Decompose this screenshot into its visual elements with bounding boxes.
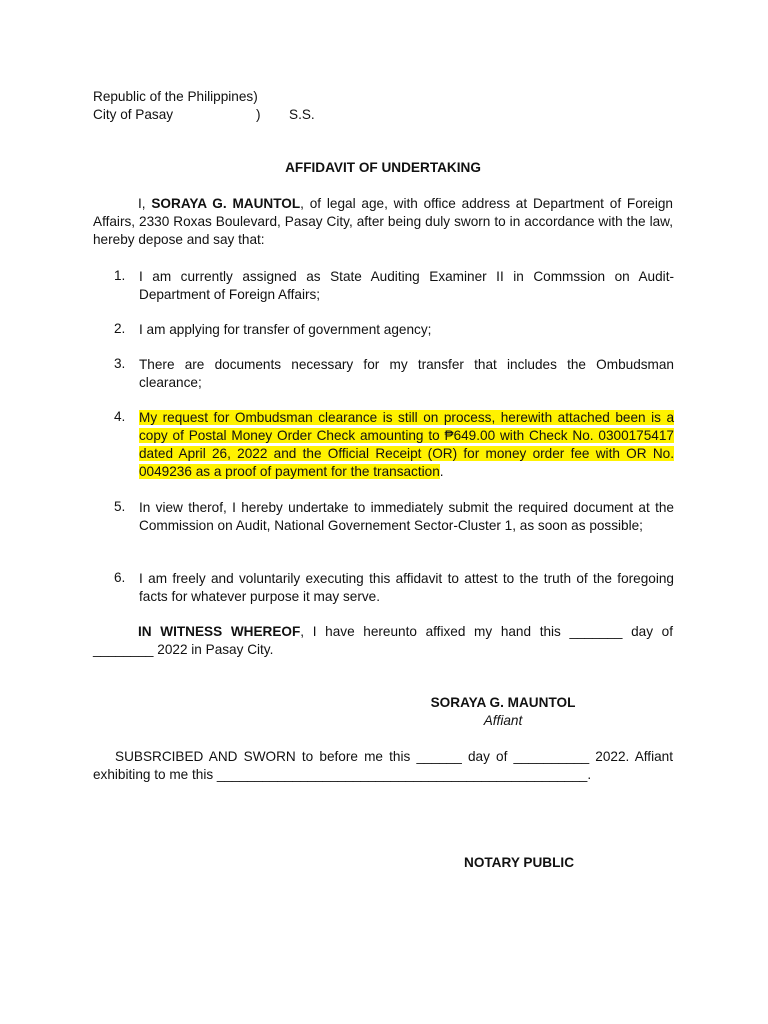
item-number: 5. bbox=[114, 499, 126, 514]
notary-public: NOTARY PUBLIC bbox=[464, 855, 575, 870]
document-title: AFFIDAVIT OF UNDERTAKING bbox=[285, 160, 481, 175]
witness-lead: IN WITNESS WHEREOF bbox=[138, 624, 301, 639]
item-number: 4. bbox=[114, 409, 126, 424]
intro-paragraph bbox=[93, 195, 673, 249]
item-text-highlighted bbox=[139, 409, 674, 481]
witness-paragraph bbox=[93, 623, 673, 659]
intro-lead: I, bbox=[138, 196, 152, 211]
item-number: 3. bbox=[114, 356, 126, 371]
witness-rest: , I have hereunto affixed my hand this _______ day of ________ 2022 in Pasay City. bbox=[93, 624, 673, 657]
venue-paren: ) bbox=[256, 107, 261, 122]
highlighted-text: My request for Ombudsman clearance is still on process, herewith attached been is a copy of Postal Money Order Check amounting to ₱649.00 with Check No. 0300175417 dated April 26, 2022 and the Official Receipt (OR) for money order fee with OR No. 0049236 as a proof of payment for the transaction bbox=[139, 410, 674, 479]
subscribed-paragraph: SUBSRCIBED AND SWORN to before me this ______ day of __________ 2022. Affiant exhibiting to me this _________________________________________________. bbox=[93, 749, 673, 782]
affiant-name: SORAYA G. MAUNTOL bbox=[430, 695, 576, 710]
item-text: I am applying for transfer of government agency; bbox=[139, 322, 432, 337]
item-number: 6. bbox=[114, 570, 126, 585]
venue-ss: S.S. bbox=[289, 107, 315, 122]
item-number: 2. bbox=[114, 321, 126, 336]
item-text: I am freely and voluntarily executing this affidavit to attest to the truth of the foregoing facts for whatever purpose it may serve. bbox=[139, 571, 674, 604]
intro-rest: , of legal age, with office address at Department of Foreign Affairs, 2330 Roxas Boulevard, Pasay City, after being duly sworn to in accordance with the law, hereby depose and say that: bbox=[93, 196, 673, 247]
venue-republic: Republic of the Philippines) bbox=[93, 89, 258, 104]
item-text: There are documents necessary for my transfer that includes the Ombudsman clearance; bbox=[139, 357, 674, 390]
item-text-tail: . bbox=[439, 464, 444, 479]
item-number: 1. bbox=[114, 268, 126, 283]
venue-city: City of Pasay bbox=[93, 107, 174, 122]
item-text: In view therof, I hereby undertake to immediately submit the required document at the Commission on Audit, National Governement Sector-Cluster 1, as soon as possible; bbox=[139, 500, 674, 533]
affiant-name-intro: SORAYA G. MAUNTOL bbox=[151, 196, 301, 211]
item-text: I am currently assigned as State Auditing Examiner II in Commssion on Audit- Department of Foreign Affairs; bbox=[139, 269, 674, 302]
affiant-label: Affiant bbox=[483, 713, 523, 728]
